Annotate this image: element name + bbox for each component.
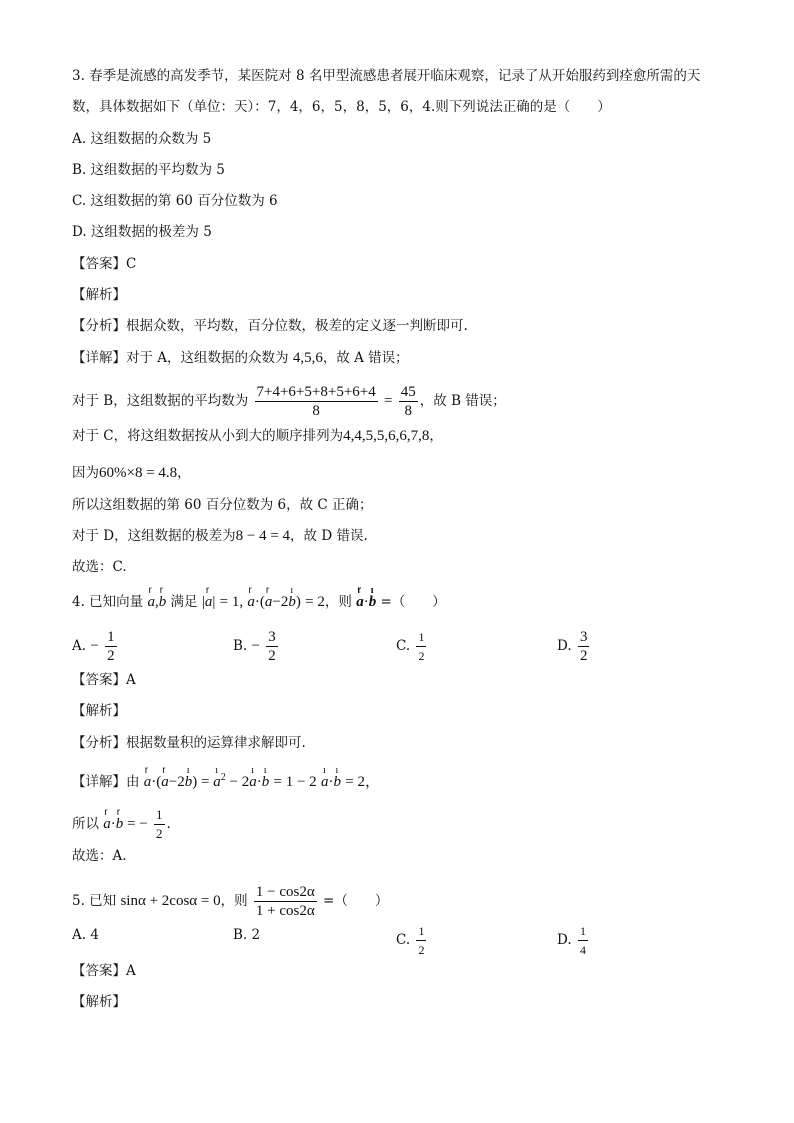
q4-so xyxy=(72,806,171,843)
option-fraction xyxy=(105,628,117,665)
math-range-calc: 8 − 4 = 4 xyxy=(235,528,291,544)
option-fraction xyxy=(416,922,426,959)
option-fraction xyxy=(416,628,426,665)
answer-label: 【答案】 xyxy=(72,672,126,688)
fraction-numerator: 3 xyxy=(268,629,276,645)
q4-option-b xyxy=(233,628,280,665)
question-fraction xyxy=(254,883,317,920)
stem-text: =（ ） xyxy=(380,594,446,610)
answer-label: 【答案】 xyxy=(72,963,126,979)
detail-text: 所以 xyxy=(72,816,99,832)
math-percentile-calc: 60%×8 = 4.8 xyxy=(99,465,178,481)
q3-option-d: D. 这组数据的极差为 5 xyxy=(72,224,212,240)
detail-text: 因为 xyxy=(72,465,99,481)
detail-text: ， xyxy=(177,465,191,481)
fraction-denominator: 2 xyxy=(579,648,588,664)
option-label: A. xyxy=(72,638,87,654)
fraction-numerator: 1 xyxy=(107,629,115,645)
expand-end: = 2， xyxy=(345,774,380,790)
fraction-denominator: 2 xyxy=(418,943,425,957)
q4-option-a xyxy=(72,628,119,665)
option-fraction xyxy=(578,628,590,665)
q5-option-b: B. 2 xyxy=(233,927,261,943)
expand-expression: r a·(r a−2ı b) = ı $a^2$ − 2ı a·ı b xyxy=(144,774,269,790)
option-label: B. xyxy=(233,638,248,654)
q5-answer xyxy=(72,961,136,981)
dot-expression: r a·(r a−2ı b) xyxy=(247,594,300,610)
fraction-denominator: 2 xyxy=(107,648,115,664)
q3-stem-line2: 数，具体数据如下（单位：天）：7，4，6，5，8，5，6，4.则下列说法正确的是（ ） xyxy=(72,99,611,115)
q3-detail-d6 xyxy=(72,526,368,546)
fraction-numerator: 45 xyxy=(400,384,416,400)
q3-option-b: B. 这组数据的平均数为 5 xyxy=(72,162,225,178)
option-fraction xyxy=(578,922,588,959)
option-fraction xyxy=(266,628,278,665)
answer-value: A xyxy=(126,672,136,688)
xiangjie-label: 【详解】 xyxy=(72,774,126,790)
q3-answer xyxy=(72,254,136,274)
q5-option-c xyxy=(396,922,428,959)
fenxi-text: 根据众数，平均数，百分位数，极差的定义逐一判断即可. xyxy=(126,318,468,334)
option-label: D. xyxy=(557,638,572,654)
stem-text: ，则 xyxy=(220,893,248,909)
dot-term: ı a·ı b xyxy=(321,774,341,790)
fraction-denominator: 8 xyxy=(404,403,413,419)
fraction-numerator: 1 − cos2α xyxy=(255,884,315,900)
dot-value: = 2 xyxy=(305,594,325,610)
detail-text: ，故 D 错误. xyxy=(290,528,368,544)
detail-text: ，故 A 错误； xyxy=(322,350,409,366)
fraction-numerator: 1 xyxy=(156,807,163,822)
dot-result: r a·r b = − xyxy=(103,816,147,832)
q3-fenxi xyxy=(72,316,468,336)
q5-stem xyxy=(72,883,388,920)
q5-analysis-label: 【解析】 xyxy=(72,994,126,1010)
math-sorted-values: 4,4,5,5,6,6,7,8 xyxy=(343,428,430,444)
result-fraction xyxy=(154,806,165,843)
detail-text: 对于 B，这组数据的平均数为 xyxy=(72,393,249,409)
equals-sign: = xyxy=(384,393,393,409)
mean-fraction xyxy=(255,383,378,420)
fraction-numerator: 1 xyxy=(418,924,425,938)
q3-option-a: A. 这组数据的众数为 5 xyxy=(72,131,212,147)
math-mode-values: 4,5,6 xyxy=(292,350,323,366)
q4-option-c xyxy=(396,628,428,665)
stem-text: =（ ） xyxy=(323,893,389,909)
detail-text: 对于 D，这组数据的极差为 xyxy=(72,528,236,544)
detail-text: . xyxy=(166,816,171,832)
fraction-denominator: 8 xyxy=(312,403,320,419)
fraction-denominator: 2 xyxy=(268,648,276,664)
mean-result-fraction xyxy=(399,383,418,420)
detail-text: ， xyxy=(429,428,443,444)
expand-value: = 1 − 2 xyxy=(273,774,317,790)
xiangjie-label: 【详解】 xyxy=(72,350,126,366)
detail-text: 由 xyxy=(126,774,140,790)
math-condition: sinα + 2cosα = 0 xyxy=(120,893,221,909)
answer-value: C xyxy=(126,256,137,272)
q3-detail-a xyxy=(72,348,409,368)
q3-detail-b xyxy=(72,383,506,420)
q5-option-a: A. 4 xyxy=(72,927,99,943)
norm-a: |r a| xyxy=(202,594,216,610)
q3-option-c: C. 这组数据的第 60 百分位数为 6 xyxy=(72,193,278,209)
target-dot: r a·ı b xyxy=(356,594,376,610)
fraction-numerator: 1 xyxy=(418,630,425,644)
cond-value: = 1, xyxy=(219,594,244,610)
detail-text: 对于 C，将这组数据按从小到大的顺序排列为 xyxy=(72,428,344,444)
option-label: D. xyxy=(557,932,572,948)
fraction-numerator: 3 xyxy=(579,629,588,645)
stem-text: 满足 xyxy=(170,594,198,610)
option-label: C. xyxy=(396,932,411,948)
option-label: C. xyxy=(396,638,411,654)
q4-analysis-label: 【解析】 xyxy=(72,703,126,719)
fenxi-label: 【分析】 xyxy=(72,318,126,334)
fraction-numerator: 7+4+6+5+8+5+6+4 xyxy=(256,384,376,400)
detail-text: ，故 B 错误； xyxy=(419,393,506,409)
vectors-a-b: r a,r b xyxy=(147,594,166,610)
q3-choose: 故选：C. xyxy=(72,559,127,575)
fenxi-text: 根据数量积的运算律求解即可. xyxy=(126,735,306,751)
q4-choose: 故选：A. xyxy=(72,848,127,864)
fraction-denominator: 1 + cos2α xyxy=(255,903,315,919)
answer-value: A xyxy=(126,963,136,979)
q4-answer xyxy=(72,670,136,690)
fraction-denominator: 4 xyxy=(579,943,586,957)
minus-sign: − xyxy=(90,638,99,654)
stem-text: ，则 xyxy=(324,594,352,610)
stem-text: 5. 已知 xyxy=(72,893,117,909)
stem-text: 4. 已知向量 xyxy=(72,594,144,610)
q4-option-d xyxy=(557,628,591,665)
q3-detail-c xyxy=(72,426,443,446)
fenxi-label: 【分析】 xyxy=(72,735,126,751)
fraction-denominator: 2 xyxy=(156,826,163,841)
q3-stem-line1: 3. 春季是流感的高发季节，某医院对 8 名甲型流感患者展开临床观察，记录了从开始服药到痊愈所需的天 xyxy=(72,68,701,84)
minus-sign: − xyxy=(251,638,260,654)
answer-label: 【答案】 xyxy=(72,256,126,272)
fraction-numerator: 1 xyxy=(579,924,586,938)
q5-option-d xyxy=(557,922,590,959)
detail-text: 对于 A，这组数据的众数为 xyxy=(126,350,289,366)
q4-detail xyxy=(72,768,380,792)
q4-stem xyxy=(72,592,446,612)
q3-detail-d5: 所以这组数据的第 60 百分位数为 6，故 C 正确； xyxy=(72,497,373,513)
fraction-denominator: 2 xyxy=(418,649,425,663)
q3-analysis-label: 【解析】 xyxy=(72,287,126,303)
q3-detail-d4 xyxy=(72,463,191,483)
q4-fenxi xyxy=(72,733,306,753)
